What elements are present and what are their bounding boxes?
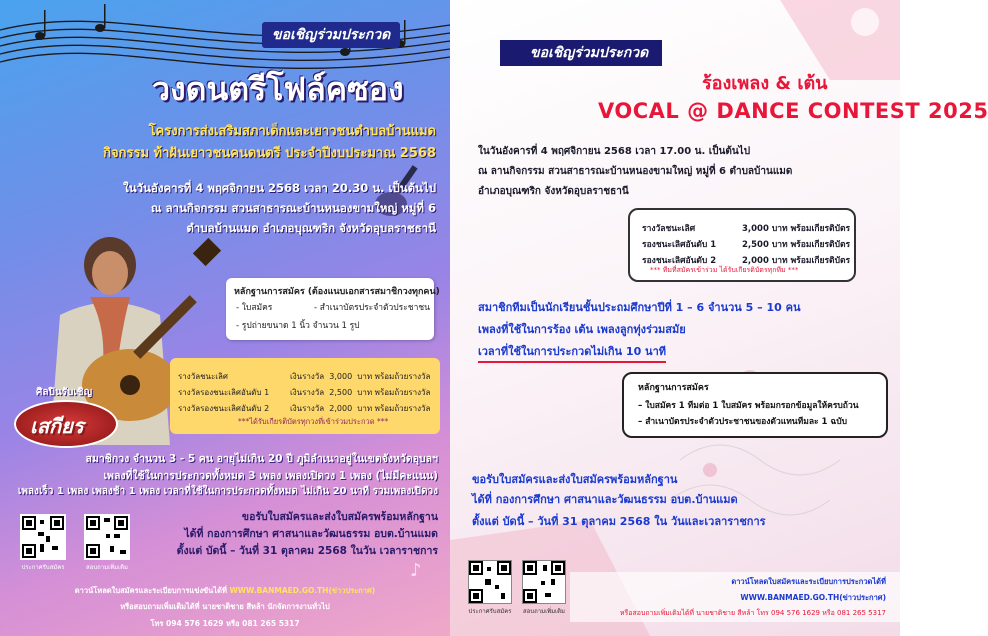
contact-line: หรือสอบถามเพิ่มเติมได้ที่ นายชาติชาย สีหล้า โทร 094 576 1629 หรือ 081 265 5317	[619, 609, 886, 617]
requirement-item: – สำเนาบัตรประจำตัวประชาชนของตัวแทนทีมละ 1 ฉบับ	[638, 417, 848, 427]
qr-code-apply[interactable]	[20, 514, 66, 560]
requirements-title: หลักฐานการสมัคร	[638, 383, 709, 393]
guest-artist-label: ศิลปินรับเชิญ	[36, 387, 93, 398]
requirement-item: - ใบสมัคร	[236, 303, 273, 313]
submit-line: ได้ที่ กองการศึกษา ศาสนาและวัฒนธรรม อบต.บ้านแมด	[184, 528, 438, 540]
prize-row: รองชนะเลิศอันดับ 1 2,500 บาท พร้อมเกียรติบัตร	[642, 240, 851, 250]
rule-line: เวลาที่ใช้ในการประกวดไม่เกิน 10 นาที	[478, 342, 666, 363]
qr-caption-contact: สอบถามเพิ่มเติม	[523, 608, 565, 615]
prizes-box	[628, 208, 856, 282]
activity-subtitle: กิจกรรม ท้าฝันเยาวชนคนดนตรี ประจำปีงบประมาณ 2568	[103, 146, 436, 161]
website-link[interactable]: WWW.BANMAED.GO.TH(ข่าวประกาศ)	[229, 586, 376, 595]
website-link[interactable]: WWW.BANMAED.GO.TH(ข่าวประกาศ)	[740, 593, 886, 602]
submit-line: ตั้งแต่ บัดนี้ – วันที่ 31 ตุลาคม 2568 ใน วันและเวลาราชการ	[472, 515, 766, 528]
download-line: ดาวน์โหลดใบสมัครและระเบียบการประกวดได้ที่	[731, 577, 886, 586]
submit-line: ขอรับใบสมัครและส่งใบสมัครพร้อมหลักฐาน	[472, 473, 678, 486]
prize-row: รางวัลชนะเลิศ 3,000 บาท พร้อมเกียรติบัตร	[642, 224, 851, 234]
prize-note: ***ได้รับเกียรติบัตรทุกวงที่เข้าร่วมประกวด ***	[238, 417, 389, 426]
invite-banner: ขอเชิญร่วมประกวด	[500, 40, 662, 66]
rule-line: เพลงที่ใช้ในการประกวดทั้งหมด 3 เพลง เพลงเปิดวง 1 เพลง (ไม่มีคะแนน)	[103, 470, 438, 482]
submit-line: ขอรับใบสมัครและส่งใบสมัครพร้อมหลักฐาน	[241, 511, 438, 523]
event-place-line: ณ ลานกิจกรรม สวนสาธารณะบ้านหนองขามใหญ่ หมู่ที่ 6	[150, 201, 436, 215]
invite-banner: ขอเชิญร่วมประกวด	[262, 22, 400, 48]
event-district-line: ตำบลบ้านแมด อำเภอบุณฑริก จังหวัดอุบลราชธานี	[186, 221, 436, 235]
guest-artist-name: เสกียร	[30, 414, 84, 438]
background-decoration	[450, 0, 900, 636]
event-date-line: ในวันอังคารที่ 4 พฤศจิกายน 2568 เวลา 17.00 น. เป็นต้นไป	[478, 146, 751, 157]
contest-title: VOCAL @ DANCE CONTEST 2025	[598, 99, 988, 123]
prize-row: รางวัลรองชนะเลิศอันดับ 2 เงินรางวัล 2,000 บาท พร้อมถ้วยรางวัล	[178, 404, 431, 413]
prize-note: *** ทีมที่สมัครเข้าร่วม ได้รับเกียรติบัตรทุกทีม ***	[650, 266, 799, 274]
prize-row: รางวัลรองชนะเลิศอันดับ 1 เงินรางวัล 2,500 บาท พร้อมถ้วยรางวัล	[178, 388, 431, 397]
event-place-line: ณ ลานกิจกรรม สวนสาธารณะบ้านหนองขามใหญ่ หมู่ที่ 6 ตำบลบ้านแมด	[478, 166, 793, 177]
prize-row: รองชนะเลิศอันดับ 2 2,000 บาท พร้อมเกียรติบัตร	[642, 256, 851, 266]
qr-code-contact[interactable]	[84, 514, 130, 560]
event-district-line: อำเภอบุณฑริก จังหวัดอุบลราชธานี	[478, 186, 629, 197]
requirement-item: - รูปถ่ายขนาด 1 นิ้ว จำนวน 1 รูป	[236, 321, 360, 331]
phone-line: โทร 094 576 1629 หรือ 081 265 5317	[150, 619, 300, 628]
requirements-box	[622, 372, 888, 438]
qr-caption-apply: ประกาศรับสมัคร	[21, 564, 65, 571]
rule-line: เพลงที่ใช้ในการร้อง เต้น เพลงลูกทุ่งร่วมสมัย	[478, 323, 686, 336]
event-date-line: ในวันอังคารที่ 4 พฤศจิกายน 2568 เวลา 20.30 น. เป็นต้นไป	[123, 181, 436, 195]
requirements-title: หลักฐานการสมัคร (ต้องแนบเอกสารสมาชิกวงทุกคน)	[234, 287, 440, 297]
folk-song-poster	[0, 0, 450, 636]
prizes-box	[170, 358, 440, 434]
poster-title: วงดนตรีโฟล์คซอง	[152, 70, 404, 108]
requirement-item: – ใบสมัคร 1 ทีมต่อ 1 ใบสมัคร พร้อมกรอกข้อมูลให้ครบถ้วน	[638, 401, 859, 411]
requirement-item: - สำเนาบัตรประจำตัวประชาชน	[314, 303, 430, 313]
guest-artist-badge	[14, 400, 118, 448]
project-subtitle: โครงการส่งเสริมสภาเด็กและเยาวชนตำบลบ้านแมด	[148, 124, 436, 139]
contest-subtitle: ร้องเพลง & เต้น	[702, 73, 828, 94]
music-note-icon: ♪	[410, 560, 422, 581]
requirements-box	[226, 278, 440, 340]
rule-line: สมาชิกทีมเป็นนักเรียนชั้นประถมศึกษาปีที่ 1 – 6 จำนวน 5 – 10 คน	[478, 301, 801, 314]
rule-line: สมาชิกวง จำนวน 3 - 5 คน อายุไม่เกิน 20 ปี ภูมิลำเนาอยู่ในเขตจังหวัดอุบลฯ	[85, 453, 438, 465]
rule-line: เพลงเร็ว 1 เพลง เพลงช้า 1 เพลง เวลาที่ใช้ในการประกวดทั้งหมด ไม่เกิน 20 นาที รวมเพลงเปิดวง	[17, 486, 438, 497]
submit-line: ได้ที่ กองการศึกษา ศาสนาและวัฒนธรรม อบต.บ้านแมด	[472, 493, 738, 506]
download-line: ดาวน์โหลดใบสมัครและระเบียบการแข่งขันได้ที่ WWW.BANMAED.GO.TH(ข่าวประกาศ)	[74, 586, 376, 595]
vocal-dance-poster	[450, 0, 988, 636]
qr-code-apply[interactable]	[468, 560, 512, 604]
qr-caption-contact: สอบถามเพิ่มเติม	[86, 564, 128, 571]
contact-line: หรือสอบถามเพิ่มเติมได้ที่ นายชาติชาย สีหล้า นักจัดการงานทั่วไป	[120, 602, 330, 611]
prize-row: รางวัลชนะเลิศ เงินรางวัล 3,000 บาท พร้อมถ้วยรางวัล	[178, 372, 431, 381]
submit-line: ตั้งแต่ บัดนี้ – วันที่ 31 ตุลาคม 2568 ในวัน เวลาราชการ	[176, 545, 438, 557]
qr-code-contact[interactable]	[522, 560, 566, 604]
qr-caption-apply: ประกาศรับสมัคร	[468, 608, 512, 615]
